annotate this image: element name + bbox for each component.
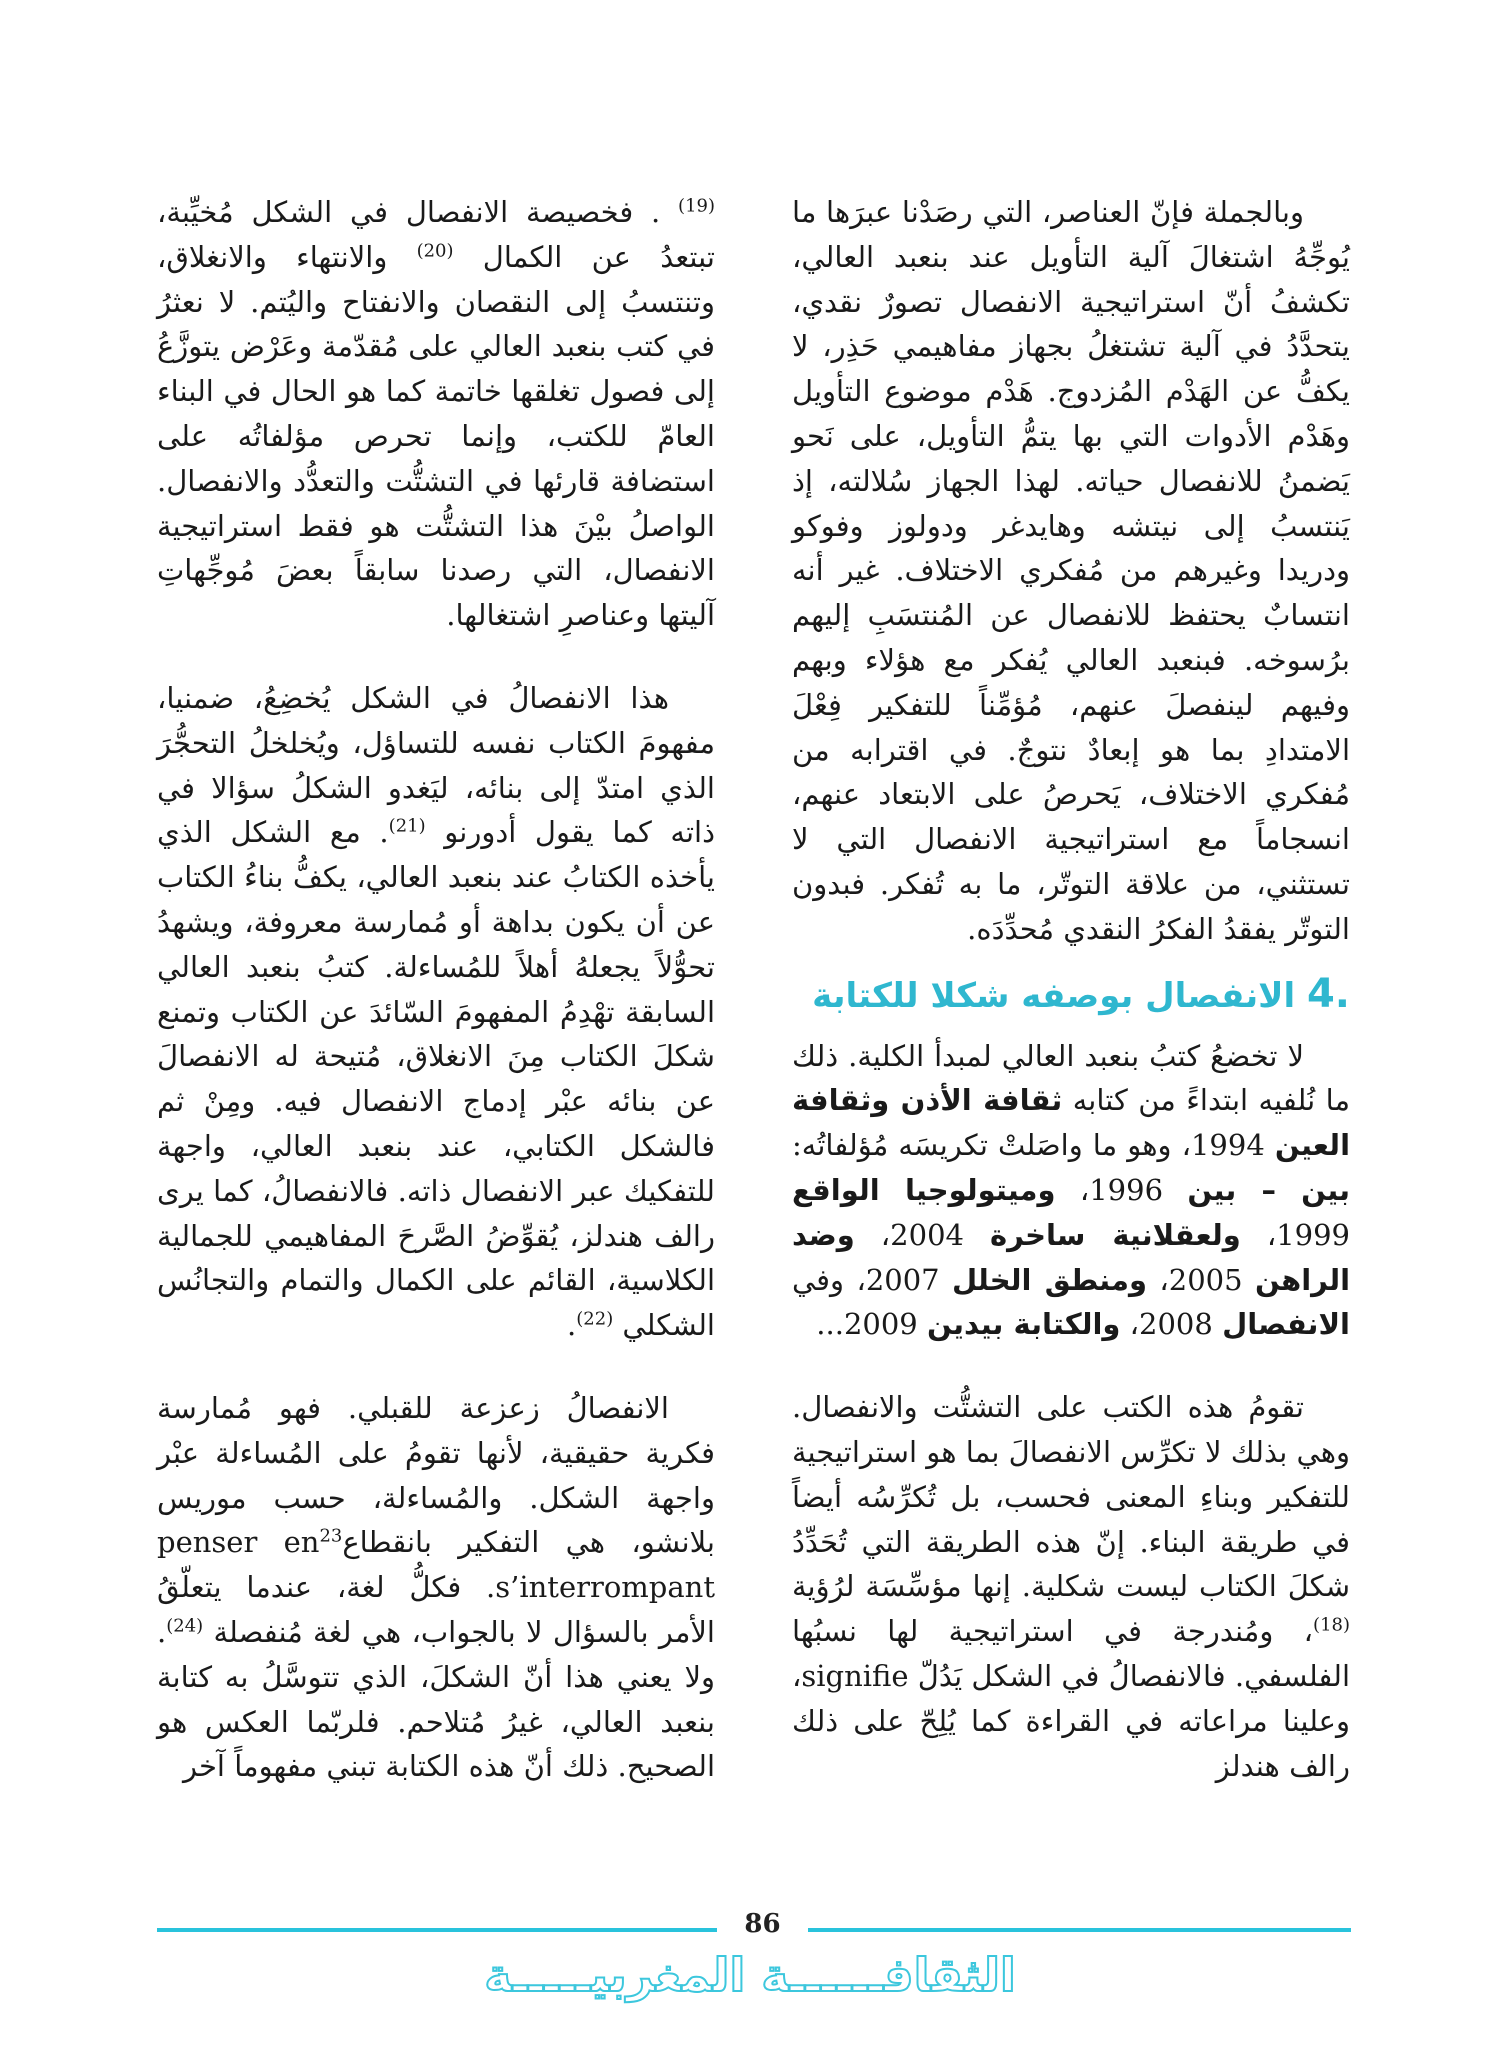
section-number: .4 bbox=[1306, 970, 1350, 1017]
text-run: . ولا يعني هذا أنّ الشكلَ، الذي تتوسَّلُ به كتابة بنعبد العالي، غيرُ مُتلاحم. فلربّما العكس هو الصحيح. ذلك أنّ هذه الكتابة تبني مفهوماً آخر bbox=[157, 1614, 715, 1784]
text-run: 1996، bbox=[1055, 1172, 1188, 1207]
book-title: ثقافة الأذن وثقافة العين bbox=[792, 1083, 1351, 1163]
latin-phrase: penser en s’interrompant bbox=[157, 1525, 715, 1605]
text-run: 2004، bbox=[854, 1217, 990, 1252]
footnote-ref-21: (21) bbox=[388, 815, 426, 837]
text-run: . فخصيصة الانفصال في الشكل مُخيِّبة، تبتعدُ عن الكمال bbox=[157, 195, 715, 274]
paragraph-separation-shakes bbox=[157, 1386, 715, 1789]
text-run: 1994، وهو ما واصَلتْ تكريسَه مُؤلفاتُه: bbox=[792, 1128, 1275, 1163]
paragraph-disappointing-form bbox=[157, 190, 715, 638]
book-title: وضد الراهن bbox=[792, 1217, 1351, 1297]
book-title: ولعقلانية ساخرة bbox=[989, 1217, 1241, 1252]
text-run: 2005، bbox=[1147, 1262, 1256, 1297]
footer-rule-right bbox=[808, 1928, 1351, 1932]
section-title: الانفصال بوصفه شكلا للكتابة bbox=[812, 975, 1296, 1016]
text-run: تقومُ هذه الكتب على التشتُّت والانفصال. وهي بذلك لا تكرِّس الانفصالَ بما هو استراتيجية للتفكير وبناءِ المعنى فحسب، بل تُكرِّسُه أيضاً في طريقة البناء. إنّ هذه الطريقة التي تُحَدِّدُ شكلَ الكتاب ليست شكلية. إنها مؤسِّسَة لرُؤية bbox=[792, 1390, 1350, 1604]
text-run: هذا الانفصالُ في الشكل يُخضِعُ، ضمنيا، مفهومَ الكتاب نفسه للتساؤل، ويُخلخلُ التحجُّرَ الذي امتدّ إلى بنائه، ليَغدو الشكلُ سؤالا في ذاته كما يقول أدورنو bbox=[157, 680, 715, 850]
text-run: 2008، bbox=[1120, 1307, 1223, 1342]
text-run: . فكلُّ لغة، عندما يتعلّقُ الأمر بالسؤال لا بالجواب، هي لغة مُنفصلة bbox=[157, 1570, 715, 1649]
footnote-ref-23: 23 bbox=[319, 1525, 343, 1547]
paragraph-form-questioning bbox=[157, 676, 715, 1348]
footnote-ref-24: (24) bbox=[166, 1615, 204, 1637]
paragraph-books-list bbox=[792, 1034, 1350, 1348]
right-column bbox=[792, 190, 1350, 1788]
text-run: . bbox=[567, 1308, 577, 1343]
text-run: ، ومُندرجة في استراتيجية لها نسبُها الفلسفي. فالانفصالُ في الشكل يَدُلّ signifie، وعلينا مراعاته في القراءة كما يُلِحّ على ذلك رالف هندلز bbox=[792, 1614, 1350, 1783]
page-number: 86 bbox=[744, 1909, 781, 1939]
book-title: الانفصال bbox=[1222, 1307, 1350, 1342]
text-run: الانفصالُ زعزعة للقبلي. فهو مُمارسة فكرية حقيقية، لأنها تقومُ على المُساءلة عبْر واجهة الشكل. والمُساءلة، حسب موريس بلانشو، هي التفكير بانقطاع bbox=[157, 1390, 716, 1560]
footnote-ref-19: (19) bbox=[678, 195, 715, 217]
text-run: 2007، وفي bbox=[792, 1262, 953, 1297]
text-run: 2009... bbox=[816, 1307, 927, 1342]
text-run: . مع الشكل الذي يأخذه الكتابُ عند بنعبد العالي، يكفُّ بناءُ الكتاب عن أن يكون بداهة أو مُمارسة معروفة، ويشهدُ تحوُّلاً يجعلهُ أهلاً للمُساءلة. كتبُ بنعبد العالي السابقة تهْدِمُ المفهومَ السّائدَ عن الكتاب وتمنع شكلَ الكتاب مِنَ الانغلاق، مُتيحة له الانفصالَ عن بنائه عبْر إدماج الانفصال فيه. ومِنْ ثم فالشكل الكتابي، عند بنعبد العالي، واجهة للتفكيك عبر الانفصال ذاته. فالانفصالُ، كما يرى رالف هندلز، يُقوِّضُ الصَّرحَ المفاهيمي للجمالية الكلاسية، القائم على الكمال والتمام والتجانُس الشكلي bbox=[157, 815, 715, 1343]
book-title: وميتولوجيا الواقع bbox=[792, 1172, 1056, 1207]
book-title: ومنطق الخلل bbox=[952, 1262, 1147, 1297]
journal-title: الثقافــــــة المغربيـــــة bbox=[484, 1948, 1016, 2002]
footnote-ref-18: (18) bbox=[1313, 1614, 1350, 1636]
footnote-ref-22: (22) bbox=[576, 1308, 614, 1330]
text-run: والانتهاء والانغلاق، وتنتسبُ إلى النقصان والانفتاح واليُتم. لا نعثرُ في كتب بنعبد العالي على مُقدّمة وعَرْض يتوزَّعُ إلى فصول تغلقها خاتمة كما هو الحال في البناء العامّ للكتب، وإنما تحرص مؤلفاتُه على استضافة قارئها في التشتُّت والتعدُّد والانفصال. الواصلُ بيْنَ هذا التشتُّت هو فقط استراتيجية الانفصال، التي رصدنا سابقاً بعضَ مُوجِّهاتِ آليتها وعناصرِ اشتغالها. bbox=[157, 239, 715, 633]
section-heading bbox=[792, 966, 1350, 1024]
text-run: 1999، bbox=[1240, 1217, 1350, 1252]
book-title: والكتابة بيدين bbox=[926, 1307, 1121, 1342]
footnote-ref-20: (20) bbox=[416, 240, 454, 262]
paragraph-conclusion: وبالجملة فإنّ العناصر، التي رصَدْنا عبرَها ما يُوجِّهُ اشتغالَ آلية التأويل عند بنعبد العالي، تكشفُ أنّ استراتيجية الانفصال تصورٌ نقدي، يتحدَّدُ في آلية تشتغلُ بجهاز مفاهيمي حَذِر، لا يكفُّ عن الهَدْم المُزدوج. هَدْم موضوع التأويل وهَدْم الأدوات التي بها يتمُّ التأويل، على نَحو يَضمنُ للانفصال حياته. لهذا الجهاز سُلالته، إذ يَنتسبُ إلى نيتشه وهايدغر ودولوز وفوكو ودريدا وغيرهم من مُفكري الاختلاف. غير أنه انتسابٌ يحتفظ للانفصال عن المُنتسَبِ إليهم برُسوخه. فبنعبد العالي يُفكر مع هؤلاء وبهم وفيهم لينفصلَ عنهم، مُؤمِّناً للتفكير فِعْلَ الامتدادِ بما هو إبعادٌ نتوجٌ. في اقترابه من مُفكري الاختلاف، يَحرصُ على الابتعاد عنهم، انسجاماً مع استراتيجية الانفصال التي لا تستثني، من علاقة التوتّر، ما به تُفكر. فبدون التوتّر يفقدُ الفكرُ النقدي مُحدِّدَه. bbox=[792, 195, 1350, 946]
paragraph-fragmentation bbox=[792, 1385, 1350, 1788]
left-column bbox=[157, 190, 715, 1789]
footer-rule-left bbox=[157, 1928, 717, 1932]
text-run: لا تخضعُ كتبُ بنعبد العالي لمبدأ الكلية. ذلك ما نُلفيه ابتداءً من كتابه bbox=[792, 1038, 1350, 1118]
book-title: بين – بين bbox=[1187, 1172, 1351, 1207]
